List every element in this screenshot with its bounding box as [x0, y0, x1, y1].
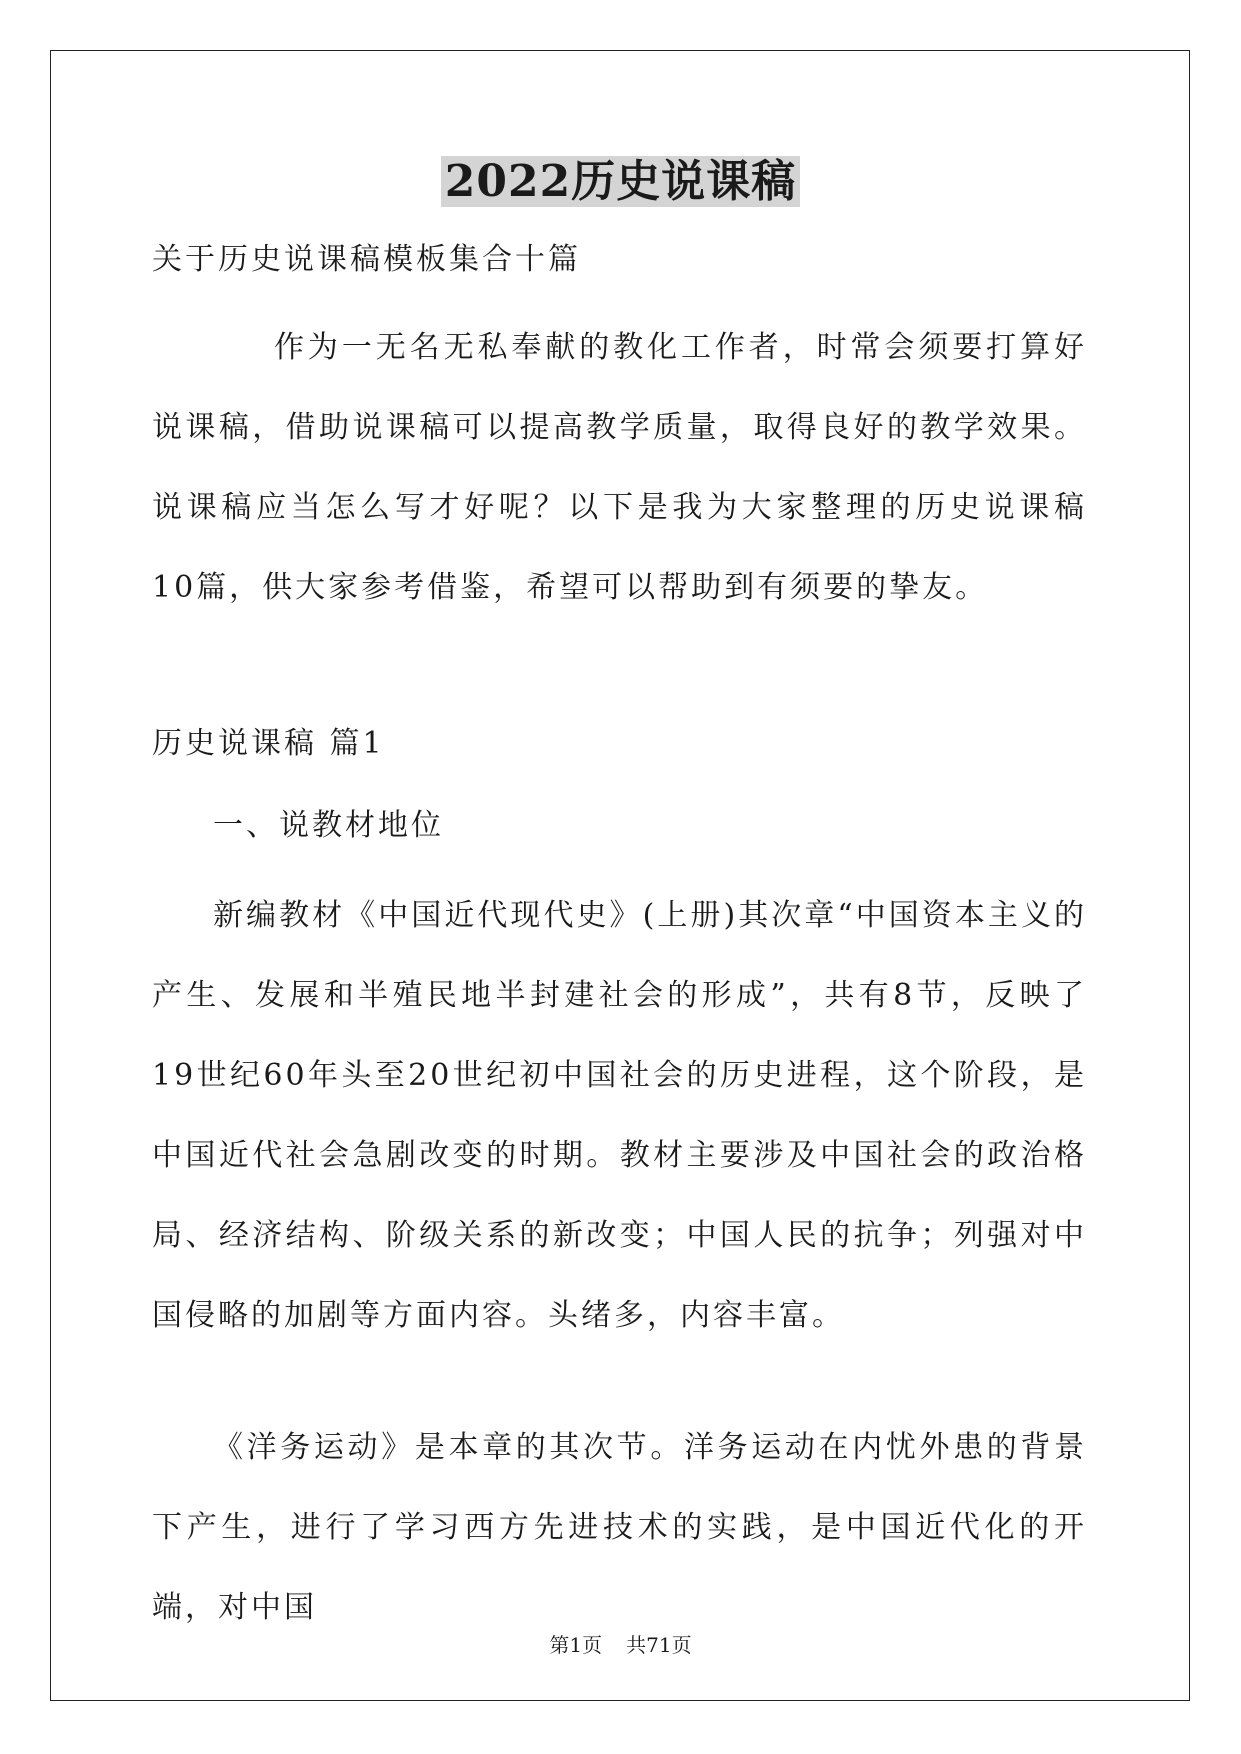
page-number: 第1页: [549, 1633, 603, 1657]
section-heading: 一、说教材地位: [213, 808, 444, 843]
intro-paragraph: 作为一无名无私奉献的教化工作者，时常会须要打算好说课稿，借助说课稿可以提高教学质量，取得良好的教学效果。说课稿应当怎么写才好呢？以下是我为大家整理的历史说课稿10篇，供大家参考借鉴，希望可以帮助到有须要的挚友。: [152, 330, 1087, 605]
document-subtitle: 关于历史说课稿模板集合十篇: [152, 242, 581, 277]
document-title: [0, 152, 1241, 212]
body-paragraph: 新编教材《中国近代现代史》(上册)其次章“中国资本主义的产生、发展和半殖民地半封建社会的形成”，共有8节，反映了19世纪60年头至20世纪初中国社会的历史进程，这个阶段，是中国近代社会急剧改变的时期。教材主要涉及中国社会的政治格局、经济结构、阶级关系的新改变；中国人民的抗争；列强对中国侵略的加剧等方面内容。头绪多，内容丰富。: [152, 898, 1087, 1333]
page-footer: [0, 1630, 1241, 1660]
total-pages: 共71页: [626, 1633, 692, 1657]
document-title-text: 2022历史说课稿: [441, 156, 800, 207]
section-title: 历史说课稿 篇1: [152, 726, 385, 761]
body-paragraph: 《洋务运动》是本章的其次节。洋务运动在内忧外患的背景下产生，进行了学习西方先进技术的实践，是中国近代化的开端，对中国: [152, 1430, 1087, 1625]
